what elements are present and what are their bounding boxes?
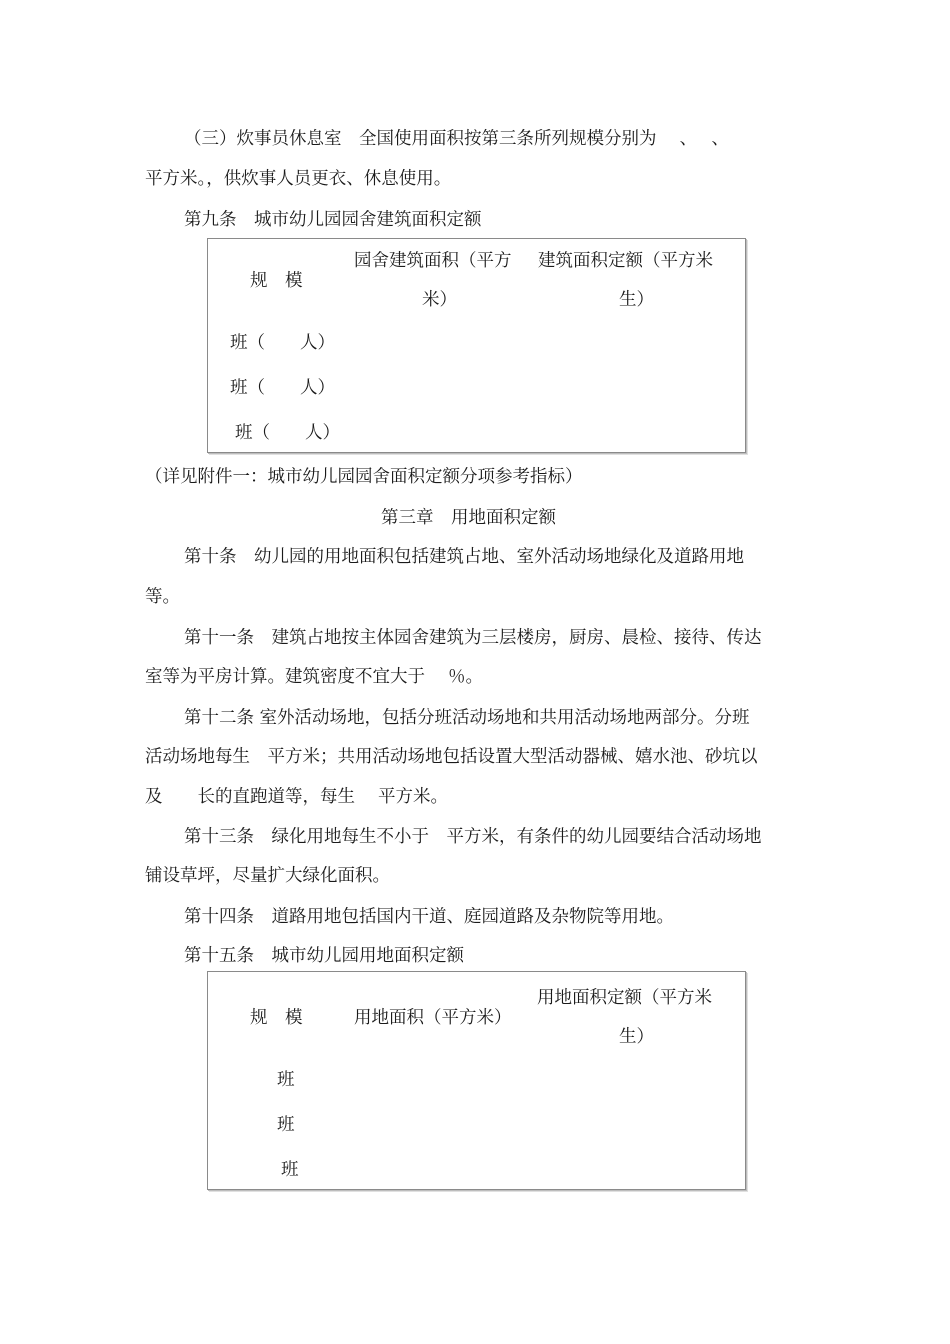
table1-header-area-line-2: 米）	[422, 290, 457, 310]
article-9-title: 第九条 城市幼儿园园舍建筑面积定额	[184, 210, 482, 230]
land-area-table	[207, 971, 746, 1190]
table2-row-scale: 班	[277, 1115, 295, 1135]
article-12-line-1: 第十二条 室外活动场地，包括分班活动场地和共用活动场地两部分。分班	[184, 708, 750, 728]
article-13-line-1: 第十三条 绿化用地每生不小于 平方米，有条件的幼儿园要结合活动场地	[184, 827, 762, 847]
table2-header-quota-line-2: 生）	[619, 1027, 654, 1047]
building-area-table	[207, 238, 746, 453]
table1-header-quota-line-1: 建筑面积定额（平方米	[538, 251, 713, 271]
table1-row-scale: 班（ 人）	[235, 423, 340, 443]
table1-header-scale: 规 模	[250, 271, 303, 291]
article-10-line-1: 第十条 幼儿园的用地面积包括建筑占地、室外活动场地绿化及道路用地	[184, 547, 744, 567]
table2-row-scale: 班	[277, 1070, 295, 1090]
article-12-line-3: 及 长的直跑道等，每生 平方米。	[145, 787, 449, 807]
article-13-line-2: 铺设草坪，尽量扩大绿化面积。	[145, 866, 390, 886]
paragraph-cook-rest-line-2: 平方米。，供炊事人员更衣、休息使用。	[145, 169, 452, 189]
table2-header-quota-line-1: 用地面积定额（平方米	[537, 988, 712, 1008]
article-14-line-1: 第十四条 道路用地包括国内干道、庭园道路及杂物院等用地。	[184, 907, 674, 927]
table2-row-scale: 班	[281, 1160, 299, 1180]
paragraph-cook-rest-line-1: （三）炊事员休息室 全国使用面积按第三条所列规模分别为 、 、	[184, 129, 729, 149]
table1-row-scale: 班（ 人）	[230, 378, 335, 398]
table1-row-scale: 班（ 人）	[230, 333, 335, 353]
table1-header-quota-line-2: 生）	[619, 290, 654, 310]
article-10-line-2: 等。	[145, 587, 180, 607]
table2-header-scale: 规 模	[250, 1008, 303, 1028]
table1-header-area-line-1: 园舍建筑面积（平方	[354, 251, 512, 271]
article-12-line-2: 活动场地每生 平方米；共用活动场地包括设置大型活动器械、嬉水池、砂坑以	[145, 747, 758, 767]
article-15-title: 第十五条 城市幼儿园用地面积定额	[184, 946, 464, 966]
article-11-line-1: 第十一条 建筑占地按主体园舍建筑为三层楼房，厨房、晨检、接待、传达	[184, 628, 762, 648]
article-11-line-2: 室等为平房计算。建筑密度不宜大于 ％。	[145, 667, 484, 687]
chapter-3-heading: 第三章 用地面积定额	[381, 508, 556, 528]
annex-note: （详见附件一：城市幼儿园园舍面积定额分项参考指标）	[145, 467, 583, 487]
table2-header-area: 用地面积（平方米）	[354, 1008, 512, 1028]
